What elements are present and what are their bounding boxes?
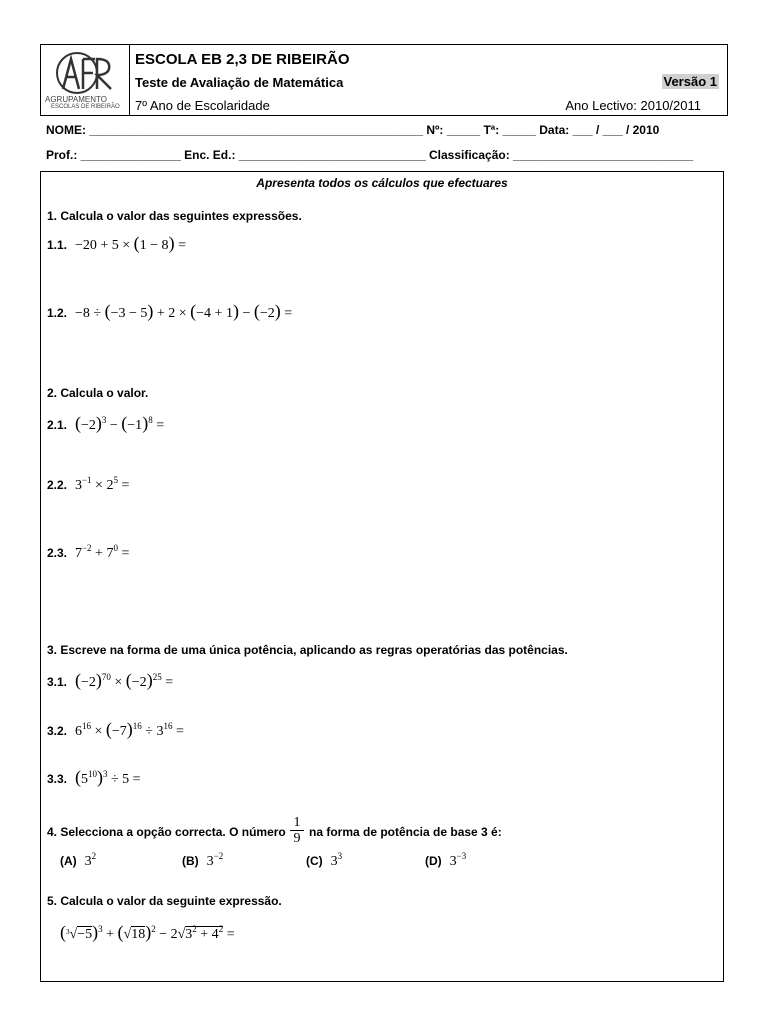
q2-1-expression: $(-2)^3 - (-1)^8$ = xyxy=(74,413,165,433)
q3-1 xyxy=(47,670,173,691)
q3-3 xyxy=(47,767,141,788)
q4-option-c[interactable]: (C) $3^3$ xyxy=(306,851,343,869)
q2-2 xyxy=(47,476,129,494)
logo-text-2: ESCOLAS DE RIBEIRÃO xyxy=(51,104,120,110)
q3-title: 3. Escreve na forma de uma única potência, aplicando as regras operatórias das potências. xyxy=(47,643,568,657)
q1-1-expression: −20 + 5 × (1 − 8) = xyxy=(71,233,186,253)
q4-option-a[interactable]: (A) $3^2$ xyxy=(60,851,97,869)
name-field-line[interactable]: NOME: __________________________________________________ Nº: _____ Tª: _____ Data: ___ / ___ / 2010 xyxy=(46,123,660,137)
school-name: ESCOLA EB 2,3 DE RIBEIRÃO xyxy=(135,51,350,68)
q5-title: 5. Calcula o valor da seguinte expressão. xyxy=(47,894,282,908)
q2-title: 2. Calcula o valor. xyxy=(47,386,149,400)
instructions: Apresenta todos os cálculos que efectuares xyxy=(256,176,508,190)
q1-2-expression: −8 ÷ (−3 − 5) + 2 × (−4 + 1) − (−2) = xyxy=(71,301,293,321)
q1-2 xyxy=(47,301,292,322)
q3-1-expression: $(-2)^{70} \times (-2)^{25}$ = xyxy=(74,670,174,690)
q2-3 xyxy=(47,544,129,562)
q3-3-label: 3.3. xyxy=(47,772,68,786)
version-badge: Versão 1 xyxy=(663,74,717,89)
q1-2-label: 1.2. xyxy=(47,306,68,320)
questions-frame xyxy=(40,171,724,982)
q2-1-label: 2.1. xyxy=(47,418,68,432)
q4-title-post: na forma de potência de base 3 é: xyxy=(309,825,502,839)
q3-2 xyxy=(47,719,184,740)
header-box xyxy=(40,44,728,116)
q2-2-label: 2.2. xyxy=(47,478,68,492)
logo-text-1: AGRUPAMENTO xyxy=(45,95,107,104)
q1-title: 1. Calcula o valor das seguintes expressões. xyxy=(47,209,302,223)
q3-1-label: 3.1. xyxy=(47,675,68,689)
q3-2-expression: $6^{16} \times (-7)^{16} \div 3^{16}$ = xyxy=(71,719,184,739)
q2-3-label: 2.3. xyxy=(47,546,68,560)
test-title: Teste de Avaliação de Matemática xyxy=(135,75,344,90)
prof-field-line[interactable]: Prof.: _______________ Enc. Ed.: ____________________________ Classificação: ___________________________ xyxy=(46,148,694,162)
q4-option-b[interactable]: (B) $3^{-2}$ xyxy=(182,851,224,869)
q1-1 xyxy=(47,233,186,254)
q3-2-label: 3.2. xyxy=(47,724,68,738)
q4-fraction-denominator: 9 xyxy=(290,830,304,846)
school-logo xyxy=(41,45,130,115)
q2-3-expression: $7^{-2} + 7^0$ = xyxy=(71,543,130,561)
school-year: Ano Lectivo: 2010/2011 xyxy=(565,98,701,113)
q3-3-expression: $(5^{10})^3 \div 5$ = xyxy=(74,767,141,787)
grade-label: 7º Ano de Escolaridade xyxy=(135,98,270,113)
q4-option-d[interactable]: (D) $3^{-3}$ xyxy=(425,851,467,869)
q1-1-label: 1.1. xyxy=(47,238,68,252)
q2-2-expression: $3^{-1} \times 2^5$ = xyxy=(71,475,130,493)
q4-fraction-numerator: 1 xyxy=(293,815,301,830)
q2-1 xyxy=(47,413,164,434)
q5-expression: $(^3√-5)^3 + (√18)^2 - 2√3^2 + 4^2$ = xyxy=(60,922,235,942)
q4-fraction xyxy=(290,815,304,846)
q4-title-pre: 4. Selecciona a opção correcta. O número xyxy=(47,825,286,839)
